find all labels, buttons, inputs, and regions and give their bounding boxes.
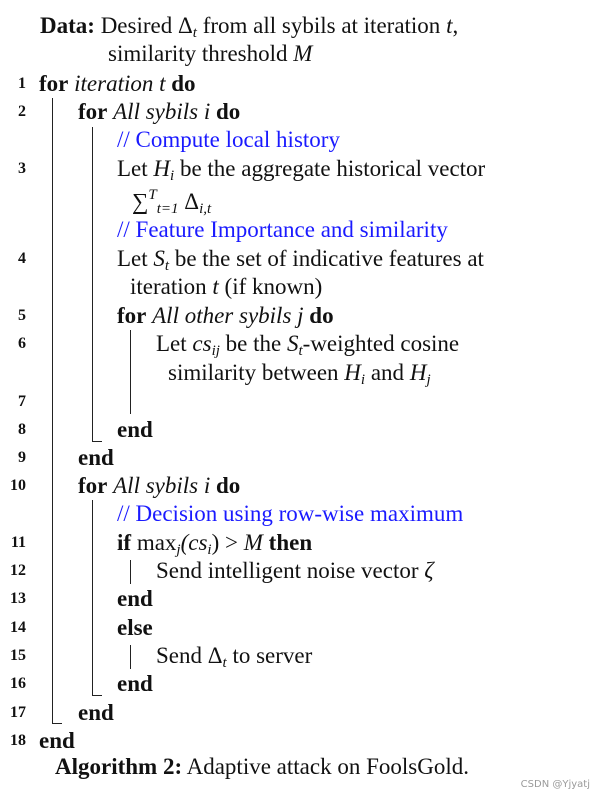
line-number: 8 bbox=[18, 421, 26, 438]
algo-line-6: Let $cs_{ij}$ be the $S_t$-weighted cosine bbox=[156, 331, 460, 359]
scope-bar-nested-for bbox=[130, 330, 131, 414]
line-number: 7 bbox=[18, 393, 26, 410]
data-line-1: Data: Desired $\Delta_t$ from all sybils at iteration t, bbox=[40, 13, 459, 41]
algo-line-5: for All other sybils j do bbox=[117, 303, 334, 328]
comment-decision: // Decision using row-wise maximum bbox=[117, 501, 464, 526]
algo-line-3-sum: ∑$^T_{t=1}$ $\Delta_{i,t}$ bbox=[132, 187, 212, 217]
line-number: 18 bbox=[10, 732, 26, 749]
scope-bar-second-for bbox=[92, 500, 93, 696]
caption-text: Adaptive attack on FoolsGold. bbox=[186, 754, 469, 779]
watermark: CSDN @Yjyatj bbox=[520, 779, 590, 790]
scope-tick bbox=[92, 441, 102, 442]
algo-line-15: Send $\Delta_t$ to server bbox=[156, 643, 313, 671]
line-number: 14 bbox=[10, 619, 26, 636]
algo-line-16: end bbox=[117, 671, 153, 696]
algo-line-6-cont: similarity between $H_i$ and $H_j$ bbox=[168, 360, 431, 388]
algo-line-12: Send intelligent noise vector ζ bbox=[156, 558, 434, 583]
line-number: 9 bbox=[18, 449, 26, 466]
algo-line-3: Let $H_i$ be the aggregate historical vector bbox=[117, 156, 486, 184]
scope-tick bbox=[52, 723, 62, 724]
line-number: 16 bbox=[10, 675, 26, 692]
line-number: 11 bbox=[10, 534, 26, 551]
scope-bar-outer-for bbox=[52, 98, 53, 724]
line-number: 13 bbox=[10, 590, 26, 607]
algo-line-14: else bbox=[117, 615, 153, 640]
line-number: 15 bbox=[10, 647, 26, 664]
line-number: 17 bbox=[10, 704, 26, 721]
scope-bar-else bbox=[130, 645, 131, 669]
algo-line-4: Let $S_t$ be the set of indicative features at bbox=[117, 246, 484, 274]
caption-label: Algorithm 2: bbox=[55, 754, 183, 779]
algo-line-9: end bbox=[78, 445, 114, 470]
data-label: Data: bbox=[40, 13, 95, 38]
data-text: Desired bbox=[100, 13, 178, 38]
data-line-2: similarity threshold M bbox=[108, 41, 313, 66]
line-number: 10 bbox=[10, 477, 26, 494]
algo-line-10: for All sybils i do bbox=[78, 473, 241, 498]
line-number: 2 bbox=[18, 103, 26, 120]
scope-bar-if bbox=[130, 560, 131, 584]
algo-line-18: end bbox=[39, 728, 75, 753]
line-number: 1 bbox=[18, 75, 26, 92]
scope-tick bbox=[92, 695, 102, 696]
algo-line-17: end bbox=[78, 700, 114, 725]
line-number: 5 bbox=[18, 307, 26, 324]
algo-line-4-cont: iteration t (if known) bbox=[130, 274, 323, 299]
algo-line-13: end bbox=[117, 586, 153, 611]
line-number: 12 bbox=[10, 562, 26, 579]
line-number: 4 bbox=[18, 250, 26, 267]
comment-feature-importance: // Feature Importance and similarity bbox=[117, 217, 448, 242]
algo-line-11: if $\max_j(cs_i) > M$ then bbox=[117, 530, 313, 558]
algo-line-1: for iteration t do bbox=[39, 71, 196, 96]
algo-line-8: end bbox=[117, 417, 153, 442]
scope-bar-inner-for bbox=[92, 127, 93, 442]
comment-compute-local-history: // Compute local history bbox=[117, 127, 340, 152]
line-number: 6 bbox=[18, 335, 26, 352]
algo-line-2: for All sybils i do bbox=[78, 99, 241, 124]
line-number: 3 bbox=[18, 160, 26, 177]
algorithm-caption bbox=[55, 753, 469, 781]
